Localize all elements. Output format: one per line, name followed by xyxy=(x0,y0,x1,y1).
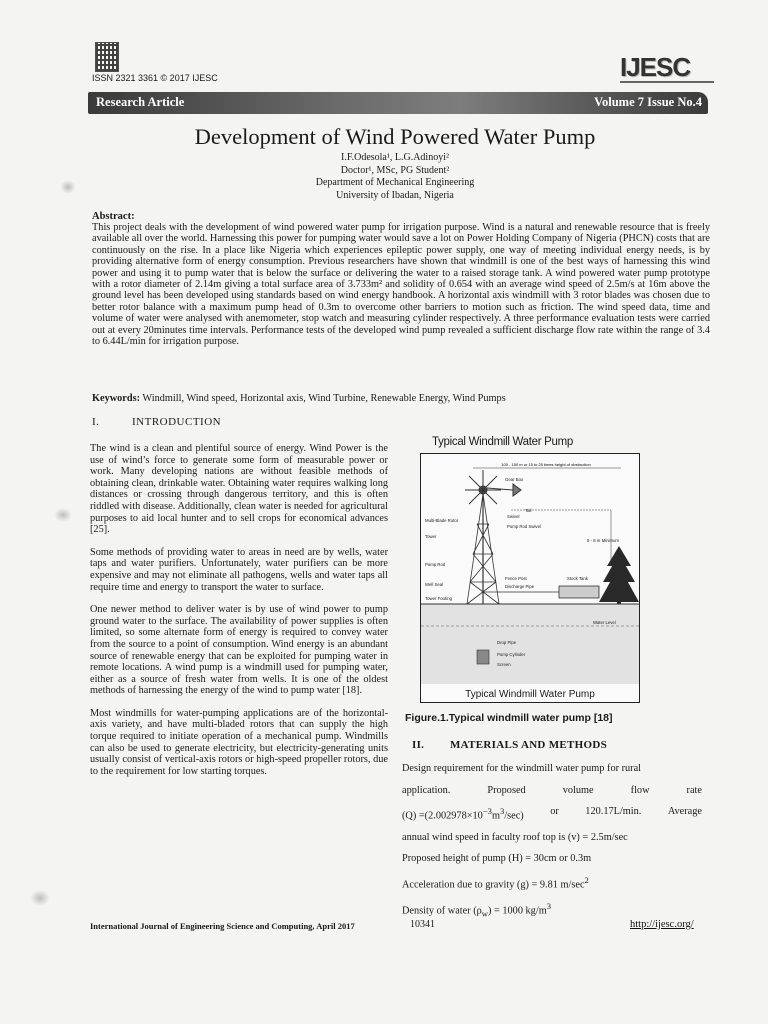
word: application. xyxy=(402,784,451,796)
label-gear-box: Gear Box xyxy=(505,477,524,482)
word: flow xyxy=(630,784,650,796)
author-block xyxy=(0,152,768,202)
journal-url-link[interactable]: http://ijesc.org/ xyxy=(630,919,694,930)
label-tower-footing: Tower Footing xyxy=(425,596,452,601)
word: rate xyxy=(686,784,702,796)
label-multi-blade: Multi-Blade Rotor xyxy=(425,518,459,523)
unit: m xyxy=(491,810,500,822)
authors: I.F.Odesola¹, L.G.Adinoyi² xyxy=(341,152,449,163)
paragraph: Some methods of providing water to areas in need are by wells, water taps and water purifiers. Unfortunately, water purifiers can be more expensive and may not eliminate all pathogens, wells and water taps all require time and energy to transport the water to surface. xyxy=(90,546,388,593)
label-pump-cylinder: Pump Cylinder xyxy=(497,652,526,657)
journal-logo xyxy=(620,52,714,83)
section-number: II. xyxy=(412,739,425,751)
label-stock-tank: Stock Tank xyxy=(567,576,588,581)
section-title: INTRODUCTION xyxy=(132,416,222,428)
exponent: 3 xyxy=(546,900,552,911)
issn-text: ISSN 2321 3361 © 2017 IJESC xyxy=(92,73,218,83)
figure-caption: Figure.1.Typical windmill water pump [18] xyxy=(405,712,613,724)
density-text: Density of water (ρ xyxy=(402,905,482,917)
label-water-level: Water Level xyxy=(593,620,616,625)
introduction-body xyxy=(90,443,388,788)
subscript: w xyxy=(481,908,488,919)
section-title: MATERIALS AND METHODS xyxy=(450,739,608,751)
label-screen: Screen xyxy=(497,662,511,667)
university: University of Ibadan, Nigeria xyxy=(336,189,454,201)
windmill-figure xyxy=(420,453,640,703)
pump-cylinder-icon xyxy=(477,650,489,664)
figure-title: Typical Windmill Water Pump xyxy=(432,436,574,448)
keywords-label: Keywords: xyxy=(92,393,141,404)
scan-smudge xyxy=(54,508,72,522)
flow-rate-text: (Q) =(2.002978×10 xyxy=(402,810,483,822)
paragraph: Most windmills for water-pumping applications are of the horizontal-axis variety, and have multi-bladed rotors that can supply the high torque required to initiate operation of a mechanical pump. Windmills can also be used to generate electricity, but electricity-generating units usually consist of vertical-axis rotors or high-speed propeller rotors, due to the requirement for low starting torques. xyxy=(90,707,388,777)
design-line-1: Design requirement for the windmill water pump for rural xyxy=(402,763,642,774)
author-roles: Doctor¹, MSc, PG Student² xyxy=(340,164,450,176)
materials-body xyxy=(402,758,702,925)
footer-journal: International Journal of Engineering Science and Computing, April 2017 xyxy=(90,921,355,931)
word: or xyxy=(550,806,559,817)
tree-icon xyxy=(599,546,639,610)
label-minimum: 5 - 8 m Minimum xyxy=(587,538,619,543)
gravity-line xyxy=(402,870,702,896)
design-line-2 xyxy=(402,780,702,802)
word: 120.17L/min. xyxy=(585,806,642,817)
ground-area xyxy=(421,604,639,684)
article-type: Research Article xyxy=(96,95,185,109)
scan-smudge xyxy=(30,890,50,906)
paper-title: Development of Wind Powered Water Pump xyxy=(194,124,596,149)
stock-tank-icon xyxy=(559,586,599,598)
exponent: 2 xyxy=(584,874,589,885)
dimension-label: 100 - 150 m or 15 to 25 times height of obstruction xyxy=(501,462,591,467)
exponent: −3 xyxy=(482,806,492,816)
flow-rate-expression xyxy=(402,801,524,827)
exponent: 3 xyxy=(499,806,505,816)
section-number: I. xyxy=(92,416,100,428)
abstract-heading: Abstract: xyxy=(92,211,135,222)
paragraph: One newer method to deliver water is by use of wind power to pump ground water to the surface. The availability of power supplies is often limited, so some alternate form of energy is required to convey water from the source to a point of consumption. Wind energy is an abundant source of renewable energy that can be exploited for pumping water in remote locations. A wind pump is a windmill used for pumping water, either as a source of fresh water from wells. It is one of the oldest methods of harnessing the energy of the wind to pump water [18]. xyxy=(90,604,388,697)
keywords-text: Windmill, Wind speed, Horizontal axis, Wind Turbine, Renewable Energy, Wind Pumps xyxy=(140,393,506,404)
label-drop-pipe: Drop Pipe xyxy=(497,640,517,645)
section-heading-introduction xyxy=(92,416,221,428)
label-tower: Tower xyxy=(425,534,437,539)
department: Department of Mechanical Engineering xyxy=(315,177,475,188)
pump-height-line: Proposed height of pump (H) = 30cm or 0.3m xyxy=(402,853,592,865)
density-value: ) = 1000 kg/m xyxy=(487,905,547,917)
page-number: 10341 xyxy=(410,919,435,930)
header-banner xyxy=(88,92,708,114)
logo-text: IJESC xyxy=(620,52,691,82)
rotor-icon xyxy=(465,470,521,510)
qr-code xyxy=(95,42,119,72)
scan-smudge xyxy=(60,180,76,194)
abstract-text: This project deals with the development of wind powered water pump for irrigation purpose. Wind is a natural and renewable resource that is freely available all over the world. Harnessing this power for pumping water would save a lot on Power Holding Company of Nigeria (PHCN) costs that are continuously on the rise. In a place like Nigeria which experiences epileptic power supply, one way of meeting individual energy needs, is by providing alternative form of energy consumption. Previous researchers have shown that windmill is one of the best ways of harnessing this wind power and using it to pump water that is below the surface or delivering the water to a raised storage tank. A wind powered water pump prototype with a rotor diameter of 2.14m giving a total surface area of 3.733m² and solidity of 0.654 with an average wind speed of 2.5m/s at 16m above the ground level has been developed using standards based on wind energy handbook. A horizontal axis windmill with 3 rotor blades was chosen due to better rotor balance with a maximum pump head of 0.3m to overcome other barriers to motion such as friction. The wind speed data, time and volume of water were analysed with anemometer, stop watch and measuring cylinder respectively. A three performance evaluation tests were carried out at every 20minutes time intervals. Performance tests of the developed wind pump revealed a sufficient discharge flow rate within the range of 3.4 to 6.44L/min for irrigation purpose. xyxy=(92,222,710,348)
windmill-diagram xyxy=(421,454,639,702)
label-pump-rod: Pump Rod xyxy=(425,562,446,567)
unit: /sec) xyxy=(504,810,524,822)
figure-inner-caption: Typical Windmill Water Pump xyxy=(465,689,595,700)
keywords xyxy=(92,393,710,404)
word: Proposed xyxy=(487,784,526,796)
word: Average xyxy=(667,806,702,817)
label-tail: Tail xyxy=(525,508,532,513)
section-heading-materials xyxy=(412,739,607,751)
label-fence-post: Fence Post xyxy=(505,576,527,581)
label-well-seal: Well Seal xyxy=(425,582,444,587)
paragraph: The wind is a clean and plentiful source of energy. Wind Power is the use of wind’s force to generate some form of measurable power or work. Many developing nations are without feasible methods of obtaining clean, drinkable water. Obtaining water requires walking long distances or crossing through dangerous territory, and this is often riddled with disease. Additionally, clean water is needed for agricultural purposes to aid local hunter and to sell crops for economical advances [25]. xyxy=(90,443,388,536)
label-discharge-pipe: Discharge Pipe xyxy=(505,584,535,589)
gravity-text: Acceleration due to gravity (g) = 9.81 m/sec xyxy=(402,879,585,891)
flow-rate-line xyxy=(402,801,702,827)
wind-speed-line: annual wind speed in faculty roof top is (v) = 2.5m/sec xyxy=(402,831,628,843)
label-swivel: Swivel xyxy=(507,514,520,519)
volume-issue: Volume 7 Issue No.4 xyxy=(594,95,702,109)
label-pump-rod-swivel: Pump Rod Swivel xyxy=(507,524,541,529)
word: volume xyxy=(562,784,594,796)
